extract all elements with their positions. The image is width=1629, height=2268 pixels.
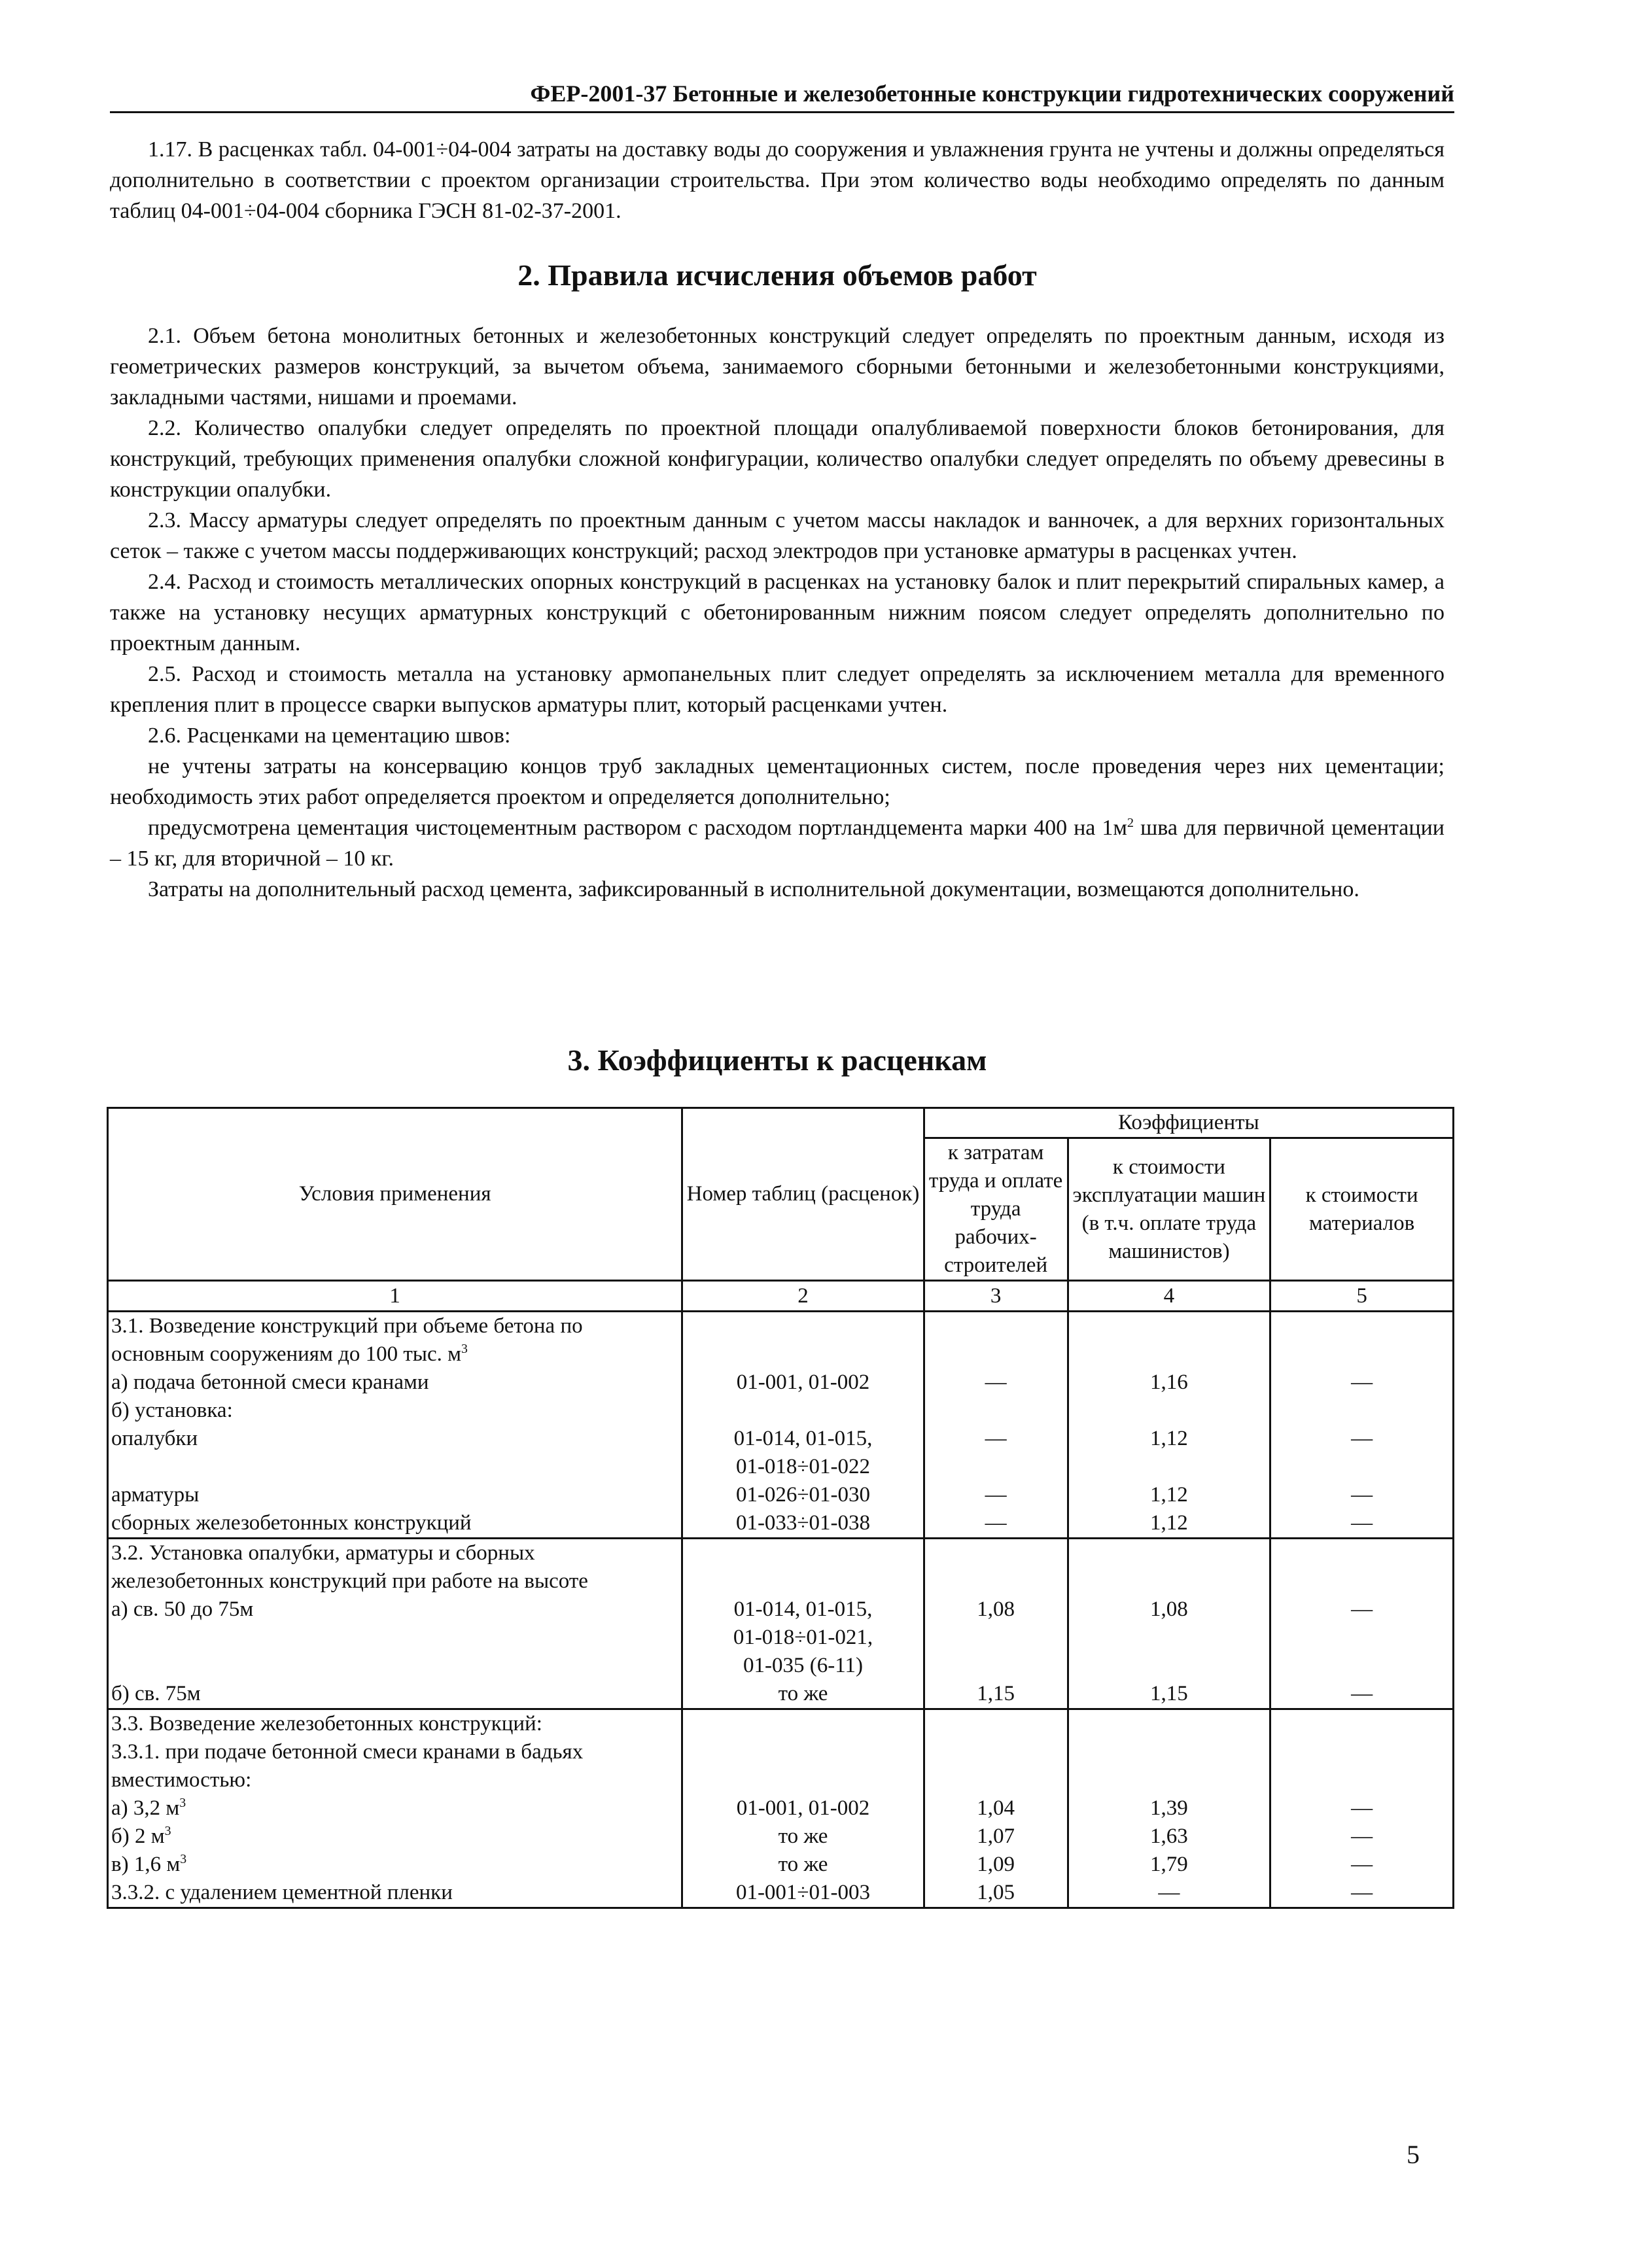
table-row: [108, 1709, 1454, 1739]
row-table-number-line: 01-018÷01-022: [735, 1455, 871, 1478]
paragraph-2-6-a: не учтены затраты на консервацию концов труб закладных цементационных систем, после проведения через них цементации; необходимость этих работ определяется проектом и определяется дополнительно;: [110, 754, 1445, 809]
table-row: [108, 1539, 1454, 1596]
column-number-2: 2: [682, 1281, 924, 1312]
row-coef-machines: 1,12: [1068, 1425, 1270, 1481]
table-row: [108, 1481, 1454, 1509]
row-label-superscript: 3: [164, 1824, 171, 1839]
row-label: арматуры: [108, 1481, 682, 1509]
row-coef-materials: —: [1270, 1879, 1454, 1908]
row-coef-labor: 1,04: [924, 1794, 1068, 1823]
table-row: [108, 1851, 1454, 1879]
running-header: ФЕР-2001-37 Бетонные и железобетонные конструкции гидротехнических сооружений: [530, 80, 1454, 107]
paragraph-2-5: 2.5. Расход и стоимость металла на установку армопанельных плит следует определять за исключением металла для временного крепления плит в процессе сварки выпусков арматуры плит, который расценками учтен.: [110, 662, 1445, 717]
header-labor: к затратам труда и оплате труда рабочих-строителей: [924, 1138, 1068, 1281]
table-row: [108, 1794, 1454, 1823]
row-label: а) подача бетонной смеси кранами: [108, 1369, 682, 1397]
table-row: [108, 1425, 1454, 1481]
section-3-title: 3. Коэффициенты к расценкам: [567, 1043, 987, 1077]
table-row: [108, 1397, 1454, 1425]
row-table-number: то же: [682, 1680, 924, 1709]
row-table-number: 01-001, 01-002: [682, 1369, 924, 1397]
paragraph-2-6-b-end: шва для первичной цементации – 15 кг, для вторичной – 10 кг.: [110, 816, 1445, 871]
paragraph-2-6-b-start: предусмотрена цементация чистоцементным раствором с расходом портландцемента марки 400 на 1м: [148, 816, 1127, 840]
row-coef-materials: —: [1270, 1509, 1454, 1539]
row-coef-labor: —: [924, 1369, 1068, 1397]
table-row: [108, 1369, 1454, 1397]
row-coef-labor: —: [924, 1509, 1068, 1539]
row-table-number: 01-001, 01-002: [682, 1794, 924, 1823]
paragraph-2-6-c: Затраты на дополнительный расход цемента, зафиксированный в исполнительной документации, возмещаются дополнительно.: [148, 877, 1359, 901]
paragraph-1-17: [110, 134, 1445, 226]
table-row: [108, 1879, 1454, 1908]
row-3-3-title: 3.3. Возведение железобетонных конструкций:: [108, 1709, 682, 1739]
row-label: [108, 1851, 682, 1879]
paragraph-2-2: 2.2. Количество опалубки следует определять по проектной площади опалубливаемой поверхности блоков бетонирования, для конструкций, требующих применения опалубки сложной конфигурации, количество опалубки следует определять по объему древесины в конструкции опалубки.: [110, 416, 1445, 502]
row-coef-machines: —: [1068, 1879, 1270, 1908]
column-number-4: 4: [1068, 1281, 1270, 1312]
row-label: а) св. 50 до 75м: [108, 1596, 682, 1680]
row-coef-labor: 1,09: [924, 1851, 1068, 1879]
section-2-body: [110, 321, 1445, 905]
row-label: [108, 1823, 682, 1851]
row-label-text: б) 2 м: [111, 1824, 165, 1848]
row-table-number: 01-033÷01-038: [682, 1509, 924, 1539]
column-number-5: 5: [1270, 1281, 1454, 1312]
table-row: [108, 1738, 1454, 1794]
page-number: 5: [1407, 2140, 1420, 2169]
row-coef-labor: —: [924, 1481, 1068, 1509]
row-label-superscript: 3: [179, 1796, 186, 1811]
row-table-number: то же: [682, 1823, 924, 1851]
row-coef-machines: 1,63: [1068, 1823, 1270, 1851]
row-label: б) установка:: [108, 1397, 682, 1425]
row-coef-materials: —: [1270, 1794, 1454, 1823]
row-coef-labor: —: [924, 1425, 1068, 1481]
row-table-number: [682, 1425, 924, 1481]
row-table-number: [682, 1596, 924, 1680]
row-label: опалубки: [108, 1425, 682, 1481]
row-table-number-line: 01-014, 01-015,: [733, 1597, 873, 1621]
header-table-numbers: Номер таблиц (расценок): [682, 1108, 924, 1281]
header-conditions: Условия применения: [108, 1108, 682, 1281]
paragraph-2-3: 2.3. Массу арматуры следует определять по проектным данным с учетом массы накладок и ванночек, а для верхних горизонтальных сеток – также с учетом массы поддерживающих конструкций; расход электродов при установке арматуры в расценках учтен.: [110, 508, 1445, 563]
row-coef-machines: 1,15: [1068, 1680, 1270, 1709]
row-coef-materials: —: [1270, 1823, 1454, 1851]
column-number-3: 3: [924, 1281, 1068, 1312]
paragraph-2-1: 2.1. Объем бетона монолитных бетонных и железобетонных конструкций следует определять по проектным данным, исходя из геометрических размеров конструкций, за вычетом объема, занимаемого сборными бетонными и железобетонными конструкциями, закладными частями, нишами и проемами.: [110, 324, 1445, 410]
row-coef-machines: 1,39: [1068, 1794, 1270, 1823]
header-rule: [110, 111, 1454, 113]
row-3-1-title-superscript: 3: [461, 1342, 468, 1357]
table-row: [108, 1509, 1454, 1539]
row-coef-machines: 1,08: [1068, 1596, 1270, 1680]
row-table-number: то же: [682, 1851, 924, 1879]
paragraph-2-6-b-superscript: 2: [1127, 815, 1134, 830]
paragraph-2-6: 2.6. Расценками на цементацию швов:: [148, 724, 511, 748]
row-coef-materials: —: [1270, 1481, 1454, 1509]
table-row: [108, 1680, 1454, 1709]
row-label: 3.3.2. с удалением цементной пленки: [108, 1879, 682, 1908]
row-table-number-line: 01-014, 01-015,: [733, 1427, 873, 1450]
row-label-text: а) 3,2 м: [111, 1796, 180, 1820]
paragraph-1-17-text: 1.17. В расценках табл. 04-001÷04-004 затраты на доставку воды до сооружения и увлажнения грунта не учтены и должны определяться дополнительно в соответствии с проектом организации строительства. При этом количество воды необходимо определять по данным таблиц 04-001÷04-004 сборника ГЭСН 81-02-37-2001.: [110, 137, 1445, 223]
paragraph-2-6-b: [110, 812, 1445, 874]
paragraph-2-4: 2.4. Расход и стоимость металлических опорных конструкций в расценках на установку балок и плит перекрытий спиральных камер, а также на установку несущих арматурных конструкций с обетонированным нижним поясом следует определять дополнительно по проектным данным.: [110, 570, 1445, 655]
row-coef-labor: 1,05: [924, 1879, 1068, 1908]
row-coef-labor: 1,15: [924, 1680, 1068, 1709]
row-3-3-1-title: 3.3.1. при подаче бетонной смеси кранами в бадьях вместимостью:: [108, 1738, 682, 1794]
table-row: [108, 1823, 1454, 1851]
section-2-title: 2. Правила исчисления объемов работ: [517, 258, 1037, 292]
row-label: сборных железобетонных конструкций: [108, 1509, 682, 1539]
table-row: [108, 1596, 1454, 1680]
row-coef-materials: —: [1270, 1425, 1454, 1481]
row-label: б) св. 75м: [108, 1680, 682, 1709]
row-coef-materials: —: [1270, 1680, 1454, 1709]
row-table-number: 01-001÷01-003: [682, 1879, 924, 1908]
coefficients-table: [107, 1107, 1454, 1909]
row-3-1-title-text: 3.1. Возведение конструкций при объеме бетона по основным сооружениям до 100 тыс. м: [111, 1314, 583, 1366]
row-coef-labor: 1,08: [924, 1596, 1068, 1680]
row-label: [108, 1794, 682, 1823]
row-coef-machines: 1,12: [1068, 1509, 1270, 1539]
row-coef-materials: —: [1270, 1851, 1454, 1879]
row-coef-materials: —: [1270, 1369, 1454, 1397]
row-coef-machines: 1,12: [1068, 1481, 1270, 1509]
header-materials: к стоимости материалов: [1270, 1138, 1454, 1281]
row-3-1-title: [108, 1312, 682, 1369]
row-table-number-line: 01-018÷01-021,: [733, 1626, 873, 1649]
row-label-superscript: 3: [180, 1852, 187, 1867]
row-coef-machines: 1,16: [1068, 1369, 1270, 1397]
table-row: [108, 1312, 1454, 1369]
row-3-2-title: 3.2. Установка опалубки, арматуры и сборных железобетонных конструкций при работе на высоте: [108, 1539, 682, 1596]
row-coef-materials: —: [1270, 1596, 1454, 1680]
header-machines: к стоимости эксплуатации машин (в т.ч. оплате труда машинистов): [1068, 1138, 1270, 1281]
row-table-number: 01-026÷01-030: [682, 1481, 924, 1509]
row-table-number-line: 01-035 (6-11): [743, 1654, 863, 1677]
row-label-text: в) 1,6 м: [111, 1853, 181, 1876]
header-coefficients: Коэффициенты: [924, 1108, 1453, 1138]
row-coef-labor: 1,07: [924, 1823, 1068, 1851]
column-number-1: 1: [108, 1281, 682, 1312]
row-coef-machines: 1,79: [1068, 1851, 1270, 1879]
